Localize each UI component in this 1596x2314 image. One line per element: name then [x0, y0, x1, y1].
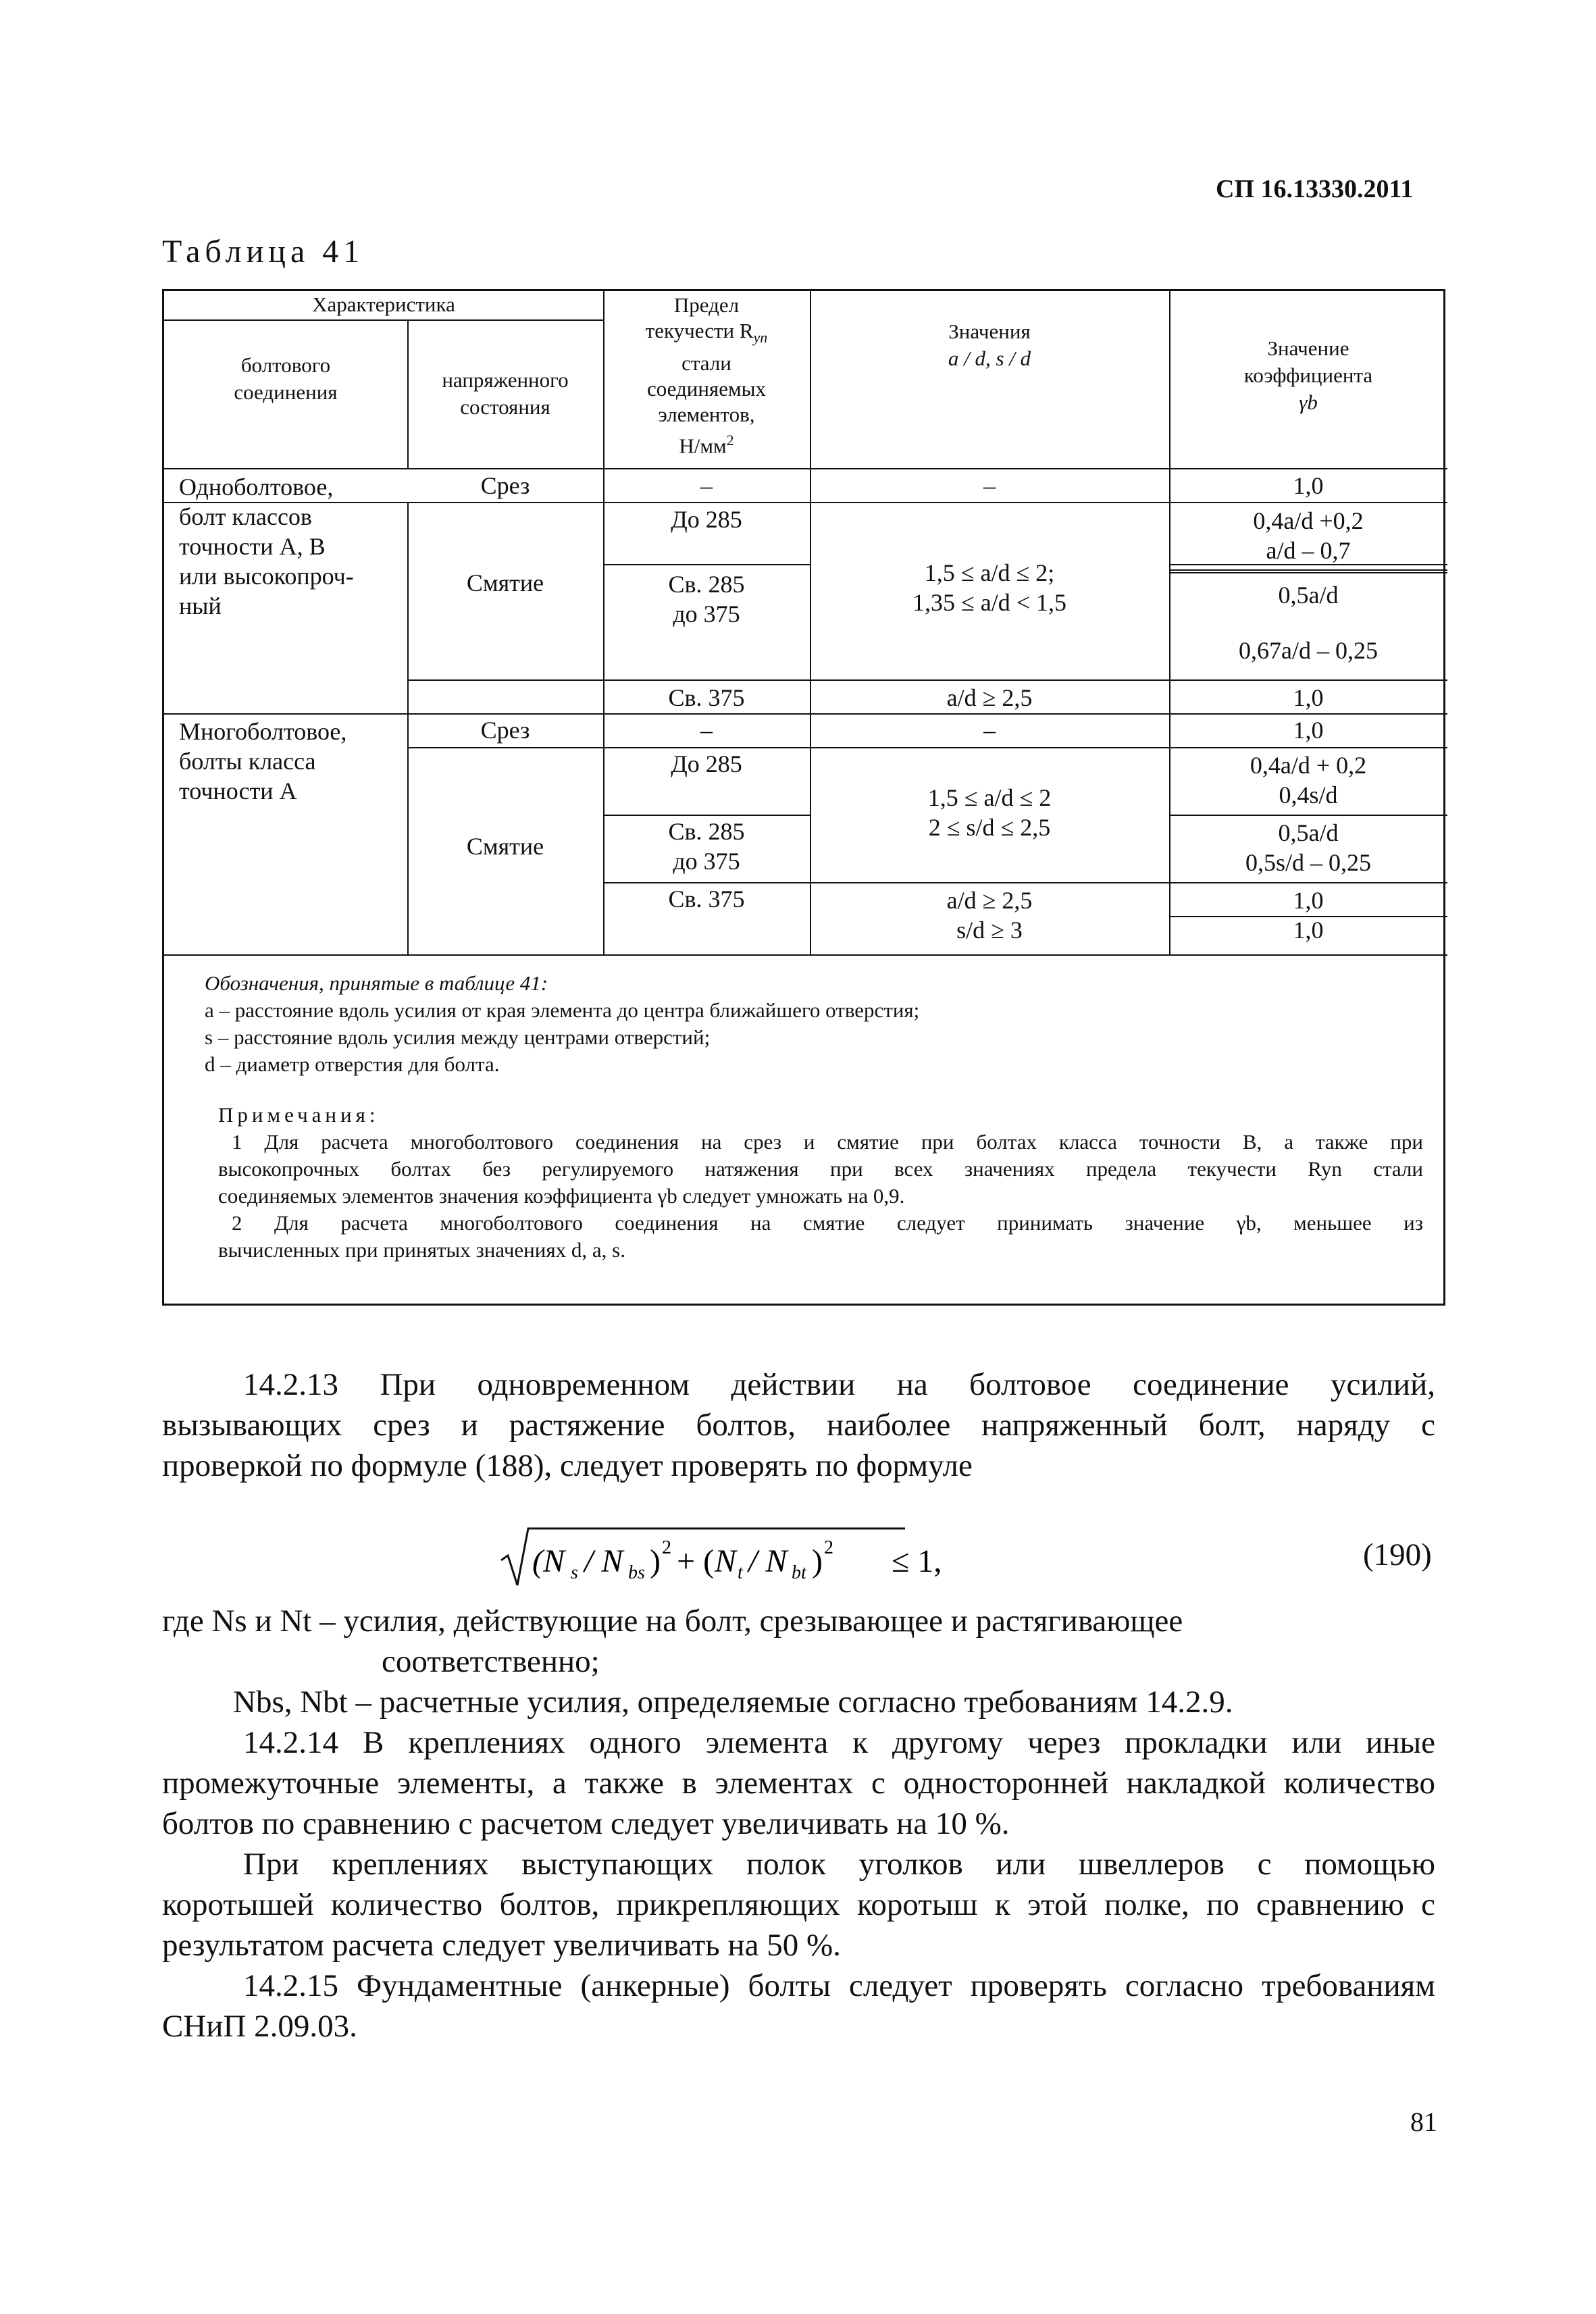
multi-ad-2: a/d ≥ 2,5 s/d ≥ 3 [946, 887, 1033, 944]
grid-line [407, 679, 1447, 681]
multi-ryn-3: Св. 375 [668, 885, 745, 912]
formula-190 [500, 1523, 959, 1599]
header-coefficient: Значение коэффициента γb [1243, 336, 1373, 414]
header-bolt-connection: болтового соединения [234, 353, 338, 404]
svg-text:t: t [738, 1562, 743, 1583]
multi-gamma-3: 1,0 1,0 [1293, 887, 1324, 944]
document-code: СП 16.13330.2011 [1216, 175, 1414, 203]
single-ad-1: 1,5 ≤ a/d ≤ 2; 1,35 ≤ a/d < 1,5 [912, 559, 1067, 616]
grid-line [164, 713, 1447, 715]
multi-gamma-2: 0,5a/d 0,5s/d – 0,25 [1245, 819, 1371, 876]
single-gamma-2: 0,5a/d [1278, 582, 1339, 609]
grid-line [603, 882, 1447, 883]
grid-line [407, 747, 1447, 748]
table-41 [162, 289, 1445, 1306]
svg-text:s: s [571, 1562, 578, 1583]
single-ryn-2: Св. 285 до 375 [668, 571, 745, 627]
grid-line [603, 815, 810, 816]
svg-text:+ (: + ( [677, 1543, 715, 1579]
svg-text:bs: bs [628, 1562, 645, 1583]
single-bearing: Смятие [466, 569, 544, 596]
svg-text:bt: bt [792, 1562, 806, 1583]
multi-ryn-1: До 285 [671, 750, 742, 777]
single-ryn-1: До 285 [671, 506, 742, 533]
single-shear-ryn: – [700, 472, 713, 499]
where-clause-1: где Ns и Nt – усилия, действующие на болт, срезывающее и растягивающее соответственно; [162, 1603, 1183, 1679]
single-shear-gamma: 1,0 [1293, 472, 1324, 499]
single-shear: Срез [480, 472, 530, 499]
multi-shear-gamma: 1,0 [1293, 717, 1324, 744]
svg-text:N: N [715, 1543, 737, 1579]
grid-line [164, 468, 1447, 469]
single-gamma-4: 1,0 [1293, 684, 1324, 711]
grid-line [1169, 569, 1447, 571]
svg-text:(N: (N [532, 1543, 565, 1579]
grid-line [810, 291, 811, 954]
grid-line [164, 954, 1447, 956]
single-gamma-3: 0,67a/d – 0,25 [1239, 637, 1378, 664]
multi-shear: Срез [480, 717, 530, 744]
svg-text:≤ 1,: ≤ 1, [892, 1543, 942, 1579]
svg-text:/ N: / N [748, 1543, 788, 1579]
formula-number: (190) [1363, 1537, 1432, 1572]
grid-line [164, 319, 603, 321]
header-characteristic: Характеристика [312, 292, 455, 316]
single-bolt-label: Одноболтовое, болт классов точности А, В или высокопроч- ный [179, 473, 354, 619]
single-shear-ad: – [983, 472, 996, 499]
multi-ad-1: 1,5 ≤ a/d ≤ 2 2 ≤ s/d ≤ 2,5 [927, 784, 1052, 841]
svg-text:): ) [650, 1543, 661, 1579]
grid-line [1169, 572, 1447, 573]
multi-ryn-2: Св. 285 до 375 [668, 818, 745, 875]
multi-shear-ryn: – [700, 717, 713, 744]
formula-graphic [500, 1523, 959, 1591]
header-values: Значения a / d, s / d [948, 319, 1031, 370]
svg-text:2: 2 [824, 1537, 833, 1558]
header-stress-state: напряженного состояния [442, 368, 569, 419]
page-number: 81 [1410, 2107, 1437, 2137]
single-ryn-3: Св. 375 [668, 684, 745, 711]
paragraph-angles: При креплениях выступающих полок уголков или швеллеров с помощью коротышей количество болтов, прикрепляющих коротыш к этой полке, по сравнению с результатом расчета следует увеличивать на 50 %. [162, 1847, 1435, 1963]
svg-text:2: 2 [662, 1537, 671, 1558]
multi-shear-ad: – [983, 717, 996, 744]
grid-line [1169, 815, 1447, 816]
single-gamma-1: 0,4a/d +0,2 a/d – 0,7 [1253, 507, 1364, 564]
multi-bearing: Смятие [466, 833, 544, 860]
grid-line [603, 564, 810, 565]
paragraph-14-2-15: 14.2.15 Фундаментные (анкерные) болты следует проверять согласно требованиям СНиП 2.09.03. [162, 1968, 1435, 2044]
svg-text:): ) [812, 1543, 823, 1579]
multi-bolt-label: Многоболтовое, болты класса точности А [179, 718, 347, 804]
where-clause-2: Nbs, Nbt – расчетные усилия, определяемые согласно требованиям 14.2.9. [233, 1685, 1233, 1720]
table-title: Таблица 41 [162, 234, 365, 269]
table-legend: Обозначения, принятые в таблице 41: a – расстояние вдоль усилия от края элемента до центра ближайшего отверстия; s – расстояние вдоль усилия между центрами отверстий; d – диаметр отверстия для болта. [205, 971, 920, 1076]
paragraph-14-2-13: 14.2.13 При одновременном действии на болтовое соединение усилий, вызывающих срез и растяжение болтов, наиболее напряженный болт, наряду с проверкой по формуле (188), следует проверять по формуле [162, 1367, 1435, 1483]
multi-gamma-1: 0,4a/d + 0,2 0,4s/d [1250, 752, 1367, 808]
paragraph-14-2-14: 14.2.14 В креплениях одного элемента к другому через прокладки или иные промежуточные элементы, а также в элементах с односторонней накладкой количество болтов по сравнению с расчетом следует увеличивать на 10 %. [162, 1725, 1435, 1841]
table-notes: Примечания: 1 Для расчета многоболтового соединения на срез и смятие при болтах класса точности В, а также при высокопрочных болтах без регулируемого натяжения при всех значениях предела текучести Ryn стали соединяемых элементов значения коэффициента γb следует умножать на 0,9. 2 Для расчета многоболтового соединения на смятие следует принимать значение γb, меньшее из вычисленных при принятых значениях d, a, s. [218, 1103, 1423, 1262]
svg-text:/ N: / N [584, 1543, 623, 1579]
header-yield-limit: Предел текучести $R_{yn}$ стали соединяемых элементов, $Н/мм^2$ [645, 293, 768, 458]
single-ad-2: a/d ≥ 2,5 [946, 684, 1033, 711]
